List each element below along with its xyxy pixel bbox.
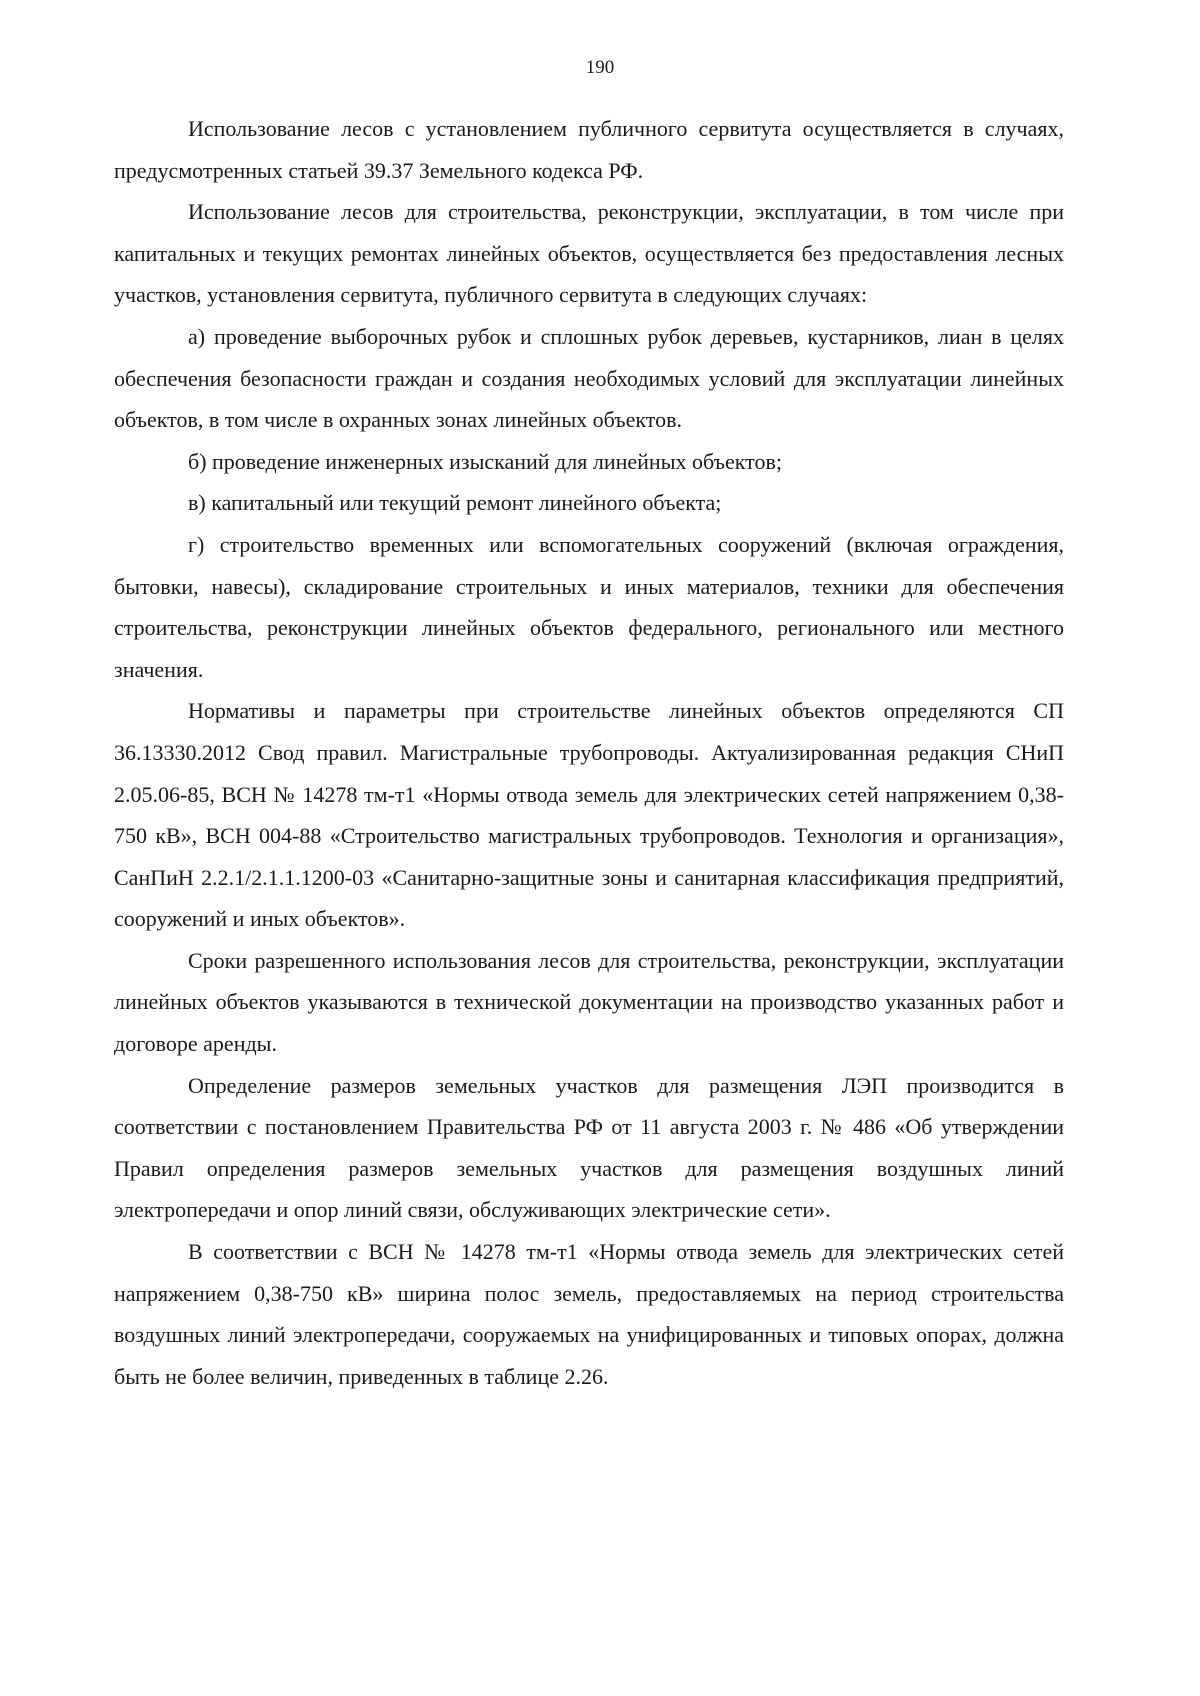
paragraph: В соответствии с ВСН № 14278 тм-т1 «Нормы отвода земель для электрических сетей напряжением 0,38-750 кВ» ширина полос земель, предоставляемых на период строительства воздушных линий электропередачи, сооружаемых на унифицированных и типовых опорах, должна быть не более величин, приведенных в таблице 2.26. [114,1239,1064,1389]
list-item: г) строительство временных или вспомогательных сооружений (включая ограждения, бытовки, навесы), складирование строительных и иных материалов, техники для обеспечения строительства, реконструкции линейных объектов федерального, регионального или местного значения. [114,531,1064,682]
paragraph: Определение размеров земельных участков для размещения ЛЭП производится в соответствии с постановлением Правительства РФ от 11 августа 2003 г. № 486 «Об утверждении Правил определения размеров земельных участков для размещения воздушных линий электропередачи и опор линий связи, обслуживающих электрические сети». [114,1072,1064,1223]
paragraph: Использование лесов для строительства, реконструкции, эксплуатации, в том числе при капитальных и текущих ремонтах линейных объектов, осуществляется без предоставления лесных участков, установления сервитута, публичного сервитута в следующих случаях: [114,199,1064,308]
paragraph: Нормативы и параметры при строительстве линейных объектов определяются СП 36.13330.2012 Свод правил. Магистральные трубопроводы. Актуализированная редакция СНиП 2.05.06-85, ВСН № 14278 тм-т1 «Нормы отвода земель для электрических сетей напряжением 0,38-750 кВ», ВСН 004-88 «Строительство магистральных трубопроводов. Технология и организация», СанПиН 2.2.1/2.1.1.1200-03 «Санитарно-защитные зоны и санитарная классификация предприятий, сооружений и иных объектов». [114,698,1064,932]
paragraph: Сроки разрешенного использования лесов для строительства, реконструкции, эксплуатации линейных объектов указываются в технической документации на производство указанных работ и договоре аренды. [114,947,1064,1057]
page-number: 190 [585,57,615,78]
list-item: в) капитальный или текущий ремонт линейного объекта; [188,490,722,516]
paragraph: Использование лесов с установлением публичного сервитута осуществляется в случаях, предусмотренных статьей 39.37 Земельного кодекса РФ. [114,116,1064,183]
list-item: б) проведение инженерных изысканий для линейных объектов; [188,448,782,474]
list-item: а) проведение выборочных рубок и сплошных рубок деревьев, кустарников, лиан в целях обеспечения безопасности граждан и создания необходимых условий для эксплуатации линейных объектов, в том числе в охранных зонах линейных объектов. [114,323,1064,433]
body-text [114,108,1064,1397]
